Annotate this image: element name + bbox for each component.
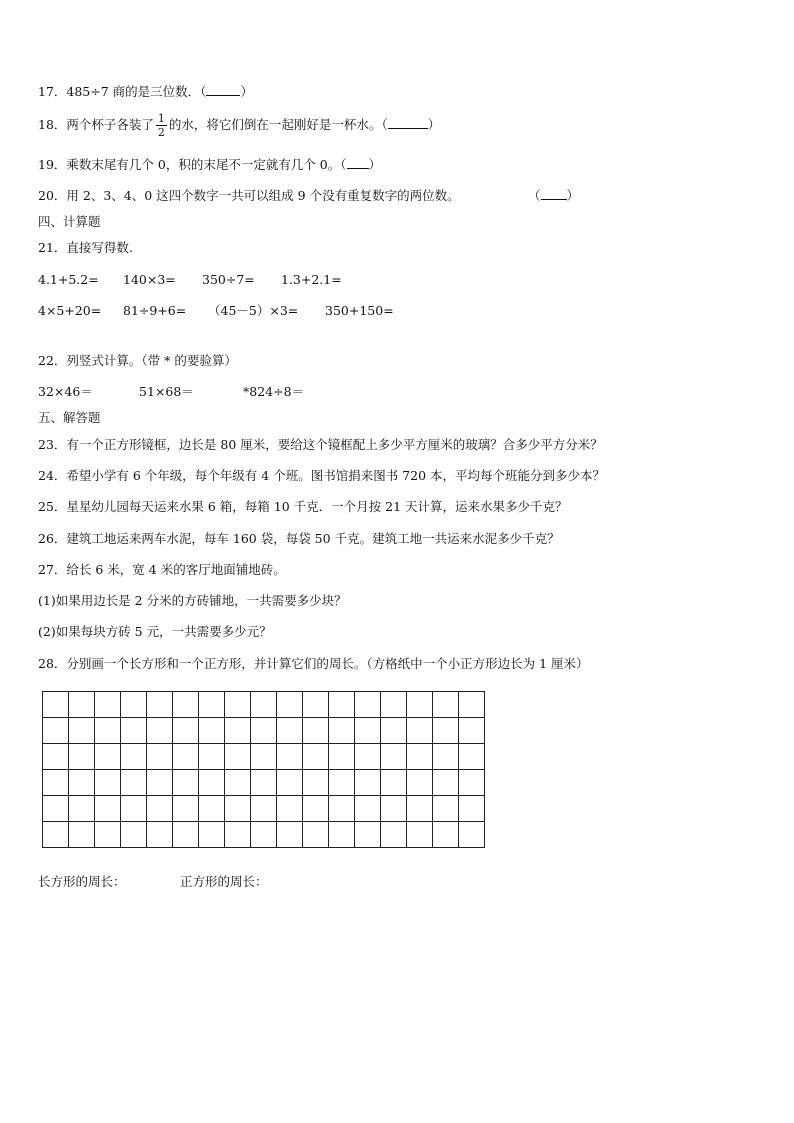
grid-cell[interactable] [381, 822, 407, 848]
blank-close: ） [566, 188, 580, 203]
calc-item: 4.1+5.2= [38, 272, 99, 287]
calc-item: 4×5+20= [38, 303, 102, 318]
grid-cell[interactable] [329, 822, 355, 848]
grid-cell[interactable] [407, 770, 433, 796]
question-17 [38, 84, 253, 100]
grid-cell[interactable] [147, 744, 173, 770]
grid-cell[interactable] [355, 796, 381, 822]
grid-cell[interactable] [433, 718, 459, 744]
grid-cell[interactable] [251, 692, 277, 718]
question-text: 乘数末尾有几个 0，积的末尾不一定就有几个 0。 [66, 157, 341, 172]
grid-cell[interactable] [147, 718, 173, 744]
grid-cell[interactable] [251, 770, 277, 796]
question-26: 26．建筑工地运来两车水泥，每车 160 袋，每袋 50 千克。建筑工地一共运来水泥多少千克？ [38, 531, 560, 546]
question-20-answer [528, 188, 579, 204]
grid-cell[interactable] [303, 718, 329, 744]
grid-cell[interactable] [147, 822, 173, 848]
square-perimeter-label: 正方形的周长： [180, 874, 268, 889]
grid-cell[interactable] [173, 796, 199, 822]
grid-cell[interactable] [459, 718, 485, 744]
grid-cell[interactable] [173, 822, 199, 848]
answer-blank[interactable] [347, 168, 369, 169]
blank-open: （ [381, 117, 388, 132]
blank-close: ） [240, 84, 253, 99]
grid-cell[interactable] [199, 692, 225, 718]
grid-cell[interactable] [199, 718, 225, 744]
grid-cell[interactable] [433, 692, 459, 718]
question-number: 20． [38, 188, 67, 203]
grid-cell[interactable] [121, 796, 147, 822]
blank-open: （ [200, 84, 207, 99]
grid-cell[interactable] [433, 770, 459, 796]
grid-cell[interactable] [459, 744, 485, 770]
grid-cell[interactable] [277, 822, 303, 848]
grid-row [43, 770, 485, 796]
grid-cell[interactable] [251, 822, 277, 848]
grid-cell[interactable] [121, 770, 147, 796]
grid-cell[interactable] [329, 718, 355, 744]
question-text-pre: 两个杯子各装了 [66, 117, 154, 132]
question-text-post: 的水，将它们倒在一起刚好是一杯水。 [168, 117, 382, 132]
grid-cell[interactable] [381, 692, 407, 718]
grid-cell[interactable] [355, 744, 381, 770]
calc-item: 140×3= [123, 272, 176, 287]
grid-cell[interactable] [407, 822, 433, 848]
rectangle-perimeter-label: 长方形的周长： [38, 874, 126, 889]
question-25: 25．星星幼儿园每天运来水果 6 箱，每箱 10 千克．一个月按 21 天计算，运来水果多少千克？ [38, 499, 568, 514]
grid-cell[interactable] [355, 770, 381, 796]
question-text: 485÷7 商的是三位数． [66, 84, 201, 99]
blank-open: （ [528, 188, 541, 203]
answer-blank[interactable] [541, 199, 567, 200]
grid-cell[interactable] [277, 796, 303, 822]
grid-cell[interactable] [303, 744, 329, 770]
grid-cell[interactable] [69, 744, 95, 770]
grid-cell[interactable] [251, 718, 277, 744]
fraction [156, 112, 167, 139]
blank-close: ） [427, 117, 441, 132]
calc-item: （45－5）×3= [208, 303, 299, 318]
grid-cell[interactable] [407, 796, 433, 822]
grid-cell[interactable] [95, 822, 121, 848]
grid-cell[interactable] [173, 692, 199, 718]
question-number: 17． [38, 84, 67, 99]
grid-cell[interactable] [43, 718, 69, 744]
grid-cell[interactable] [329, 744, 355, 770]
answer-blank[interactable] [388, 128, 428, 129]
grid-cell[interactable] [69, 796, 95, 822]
grid-cell[interactable] [277, 692, 303, 718]
grid-table [42, 691, 485, 848]
section-title-calculation: 四、计算题 [38, 214, 101, 229]
grid-cell[interactable] [225, 796, 251, 822]
grid-cell[interactable] [95, 718, 121, 744]
grid-cell[interactable] [95, 692, 121, 718]
grid-cell[interactable] [173, 718, 199, 744]
grid-row [43, 744, 485, 770]
grid-cell[interactable] [225, 718, 251, 744]
grid-cell[interactable] [225, 770, 251, 796]
grid-cell[interactable] [95, 770, 121, 796]
grid-cell[interactable] [381, 770, 407, 796]
answer-blank[interactable] [206, 95, 240, 96]
grid-cell[interactable] [225, 692, 251, 718]
grid-cell[interactable] [225, 822, 251, 848]
grid-cell[interactable] [277, 770, 303, 796]
grid-cell[interactable] [199, 822, 225, 848]
grid-cell[interactable] [121, 822, 147, 848]
grid-cell[interactable] [95, 744, 121, 770]
question-27: 27．给长 6 米，宽 4 米的客厅地面铺地砖。 [38, 562, 286, 577]
grid-cell[interactable] [329, 692, 355, 718]
grid-cell[interactable] [199, 770, 225, 796]
grid-cell[interactable] [329, 770, 355, 796]
question-number: 19． [38, 157, 67, 172]
grid-cell[interactable] [69, 718, 95, 744]
grid-cell[interactable] [433, 822, 459, 848]
blank-open: （ [340, 157, 347, 172]
grid-cell[interactable] [69, 770, 95, 796]
section-title-problems: 五、解答题 [38, 410, 101, 425]
grid-cell[interactable] [147, 692, 173, 718]
calc-item: 350÷7= [202, 272, 255, 287]
grid-cell[interactable] [355, 692, 381, 718]
grid-cell[interactable] [355, 822, 381, 848]
grid-cell[interactable] [43, 692, 69, 718]
grid-cell[interactable] [121, 744, 147, 770]
grid-cell[interactable] [459, 822, 485, 848]
grid-cell[interactable] [459, 796, 485, 822]
calc-item: 81÷9+6= [123, 303, 187, 318]
vertical-calc-item: 32×46＝ [38, 384, 93, 399]
grid-row [43, 718, 485, 744]
grid-cell[interactable] [381, 718, 407, 744]
grid-cell[interactable] [199, 744, 225, 770]
grid-cell[interactable] [303, 822, 329, 848]
grid-cell[interactable] [173, 744, 199, 770]
grid-row [43, 822, 485, 848]
question-28: 28．分别画一个长方形和一个正方形，并计算它们的周长。（方格纸中一个小正方形边长为 1 厘米） [38, 656, 589, 671]
grid-cell[interactable] [303, 796, 329, 822]
grid-cell[interactable] [303, 692, 329, 718]
question-19 [38, 157, 381, 173]
blank-close: ） [368, 157, 382, 172]
grid-cell[interactable] [407, 718, 433, 744]
grid-cell[interactable] [407, 744, 433, 770]
grid-cell[interactable] [459, 770, 485, 796]
grid-cell[interactable] [251, 744, 277, 770]
grid-cell[interactable] [147, 796, 173, 822]
grid-cell[interactable] [381, 744, 407, 770]
question-27-part-2: (2)如果每块方砖 5 元，一共需要多少元？ [38, 624, 272, 639]
grid-cell[interactable] [277, 744, 303, 770]
grid-cell[interactable] [43, 744, 69, 770]
question-text: 用 2、3、4、0 这四个数字一共可以组成 9 个没有重复数字的两位数。 [66, 188, 460, 203]
grid-cell[interactable] [407, 692, 433, 718]
grid-cell[interactable] [147, 770, 173, 796]
vertical-calc-item: 51×68＝ [139, 384, 194, 399]
grid-cell[interactable] [355, 718, 381, 744]
grid-cell[interactable] [381, 796, 407, 822]
question-22-title: 22．列竖式计算。（带 * 的要验算） [38, 353, 237, 368]
question-number: 18． [38, 117, 67, 132]
grid-cell[interactable] [95, 796, 121, 822]
grid-cell[interactable] [121, 692, 147, 718]
grid-cell[interactable] [43, 770, 69, 796]
grid-cell[interactable] [329, 796, 355, 822]
grid-cell[interactable] [173, 770, 199, 796]
grid-row [43, 692, 485, 718]
grid-cell[interactable] [43, 796, 69, 822]
grid-cell[interactable] [251, 796, 277, 822]
question-20 [38, 188, 460, 204]
grid-paper[interactable] [42, 691, 485, 848]
grid-cell[interactable] [69, 822, 95, 848]
grid-cell[interactable] [303, 770, 329, 796]
grid-cell[interactable] [225, 744, 251, 770]
grid-row [43, 796, 485, 822]
calc-item: 1.3+2.1= [281, 272, 342, 287]
grid-cell[interactable] [199, 796, 225, 822]
question-18 [38, 110, 440, 140]
calc-item: 350+150= [325, 303, 394, 318]
question-27-part-1: (1)如果用边长是 2 分米的方砖铺地，一共需要多少块？ [38, 593, 347, 608]
fraction-denominator: 2 [157, 126, 165, 139]
grid-cell[interactable] [121, 718, 147, 744]
grid-cell[interactable] [69, 692, 95, 718]
grid-cell[interactable] [433, 744, 459, 770]
question-21-title: 21．直接写得数. [38, 240, 133, 255]
grid-cell[interactable] [43, 822, 69, 848]
grid-cell[interactable] [433, 796, 459, 822]
question-23: 23．有一个正方形镜框，边长是 80 厘米，要给这个镜框配上多少平方厘米的玻璃？合多少平方分米？ [38, 437, 603, 452]
grid-cell[interactable] [459, 692, 485, 718]
grid-cell[interactable] [277, 718, 303, 744]
question-24: 24．希望小学有 6 个年级，每个年级有 4 个班。图书馆捐来图书 720 本，平均每个班能分到多少本？ [38, 468, 606, 483]
fraction-numerator: 1 [157, 112, 165, 125]
vertical-calc-item: *824÷8＝ [243, 384, 305, 399]
